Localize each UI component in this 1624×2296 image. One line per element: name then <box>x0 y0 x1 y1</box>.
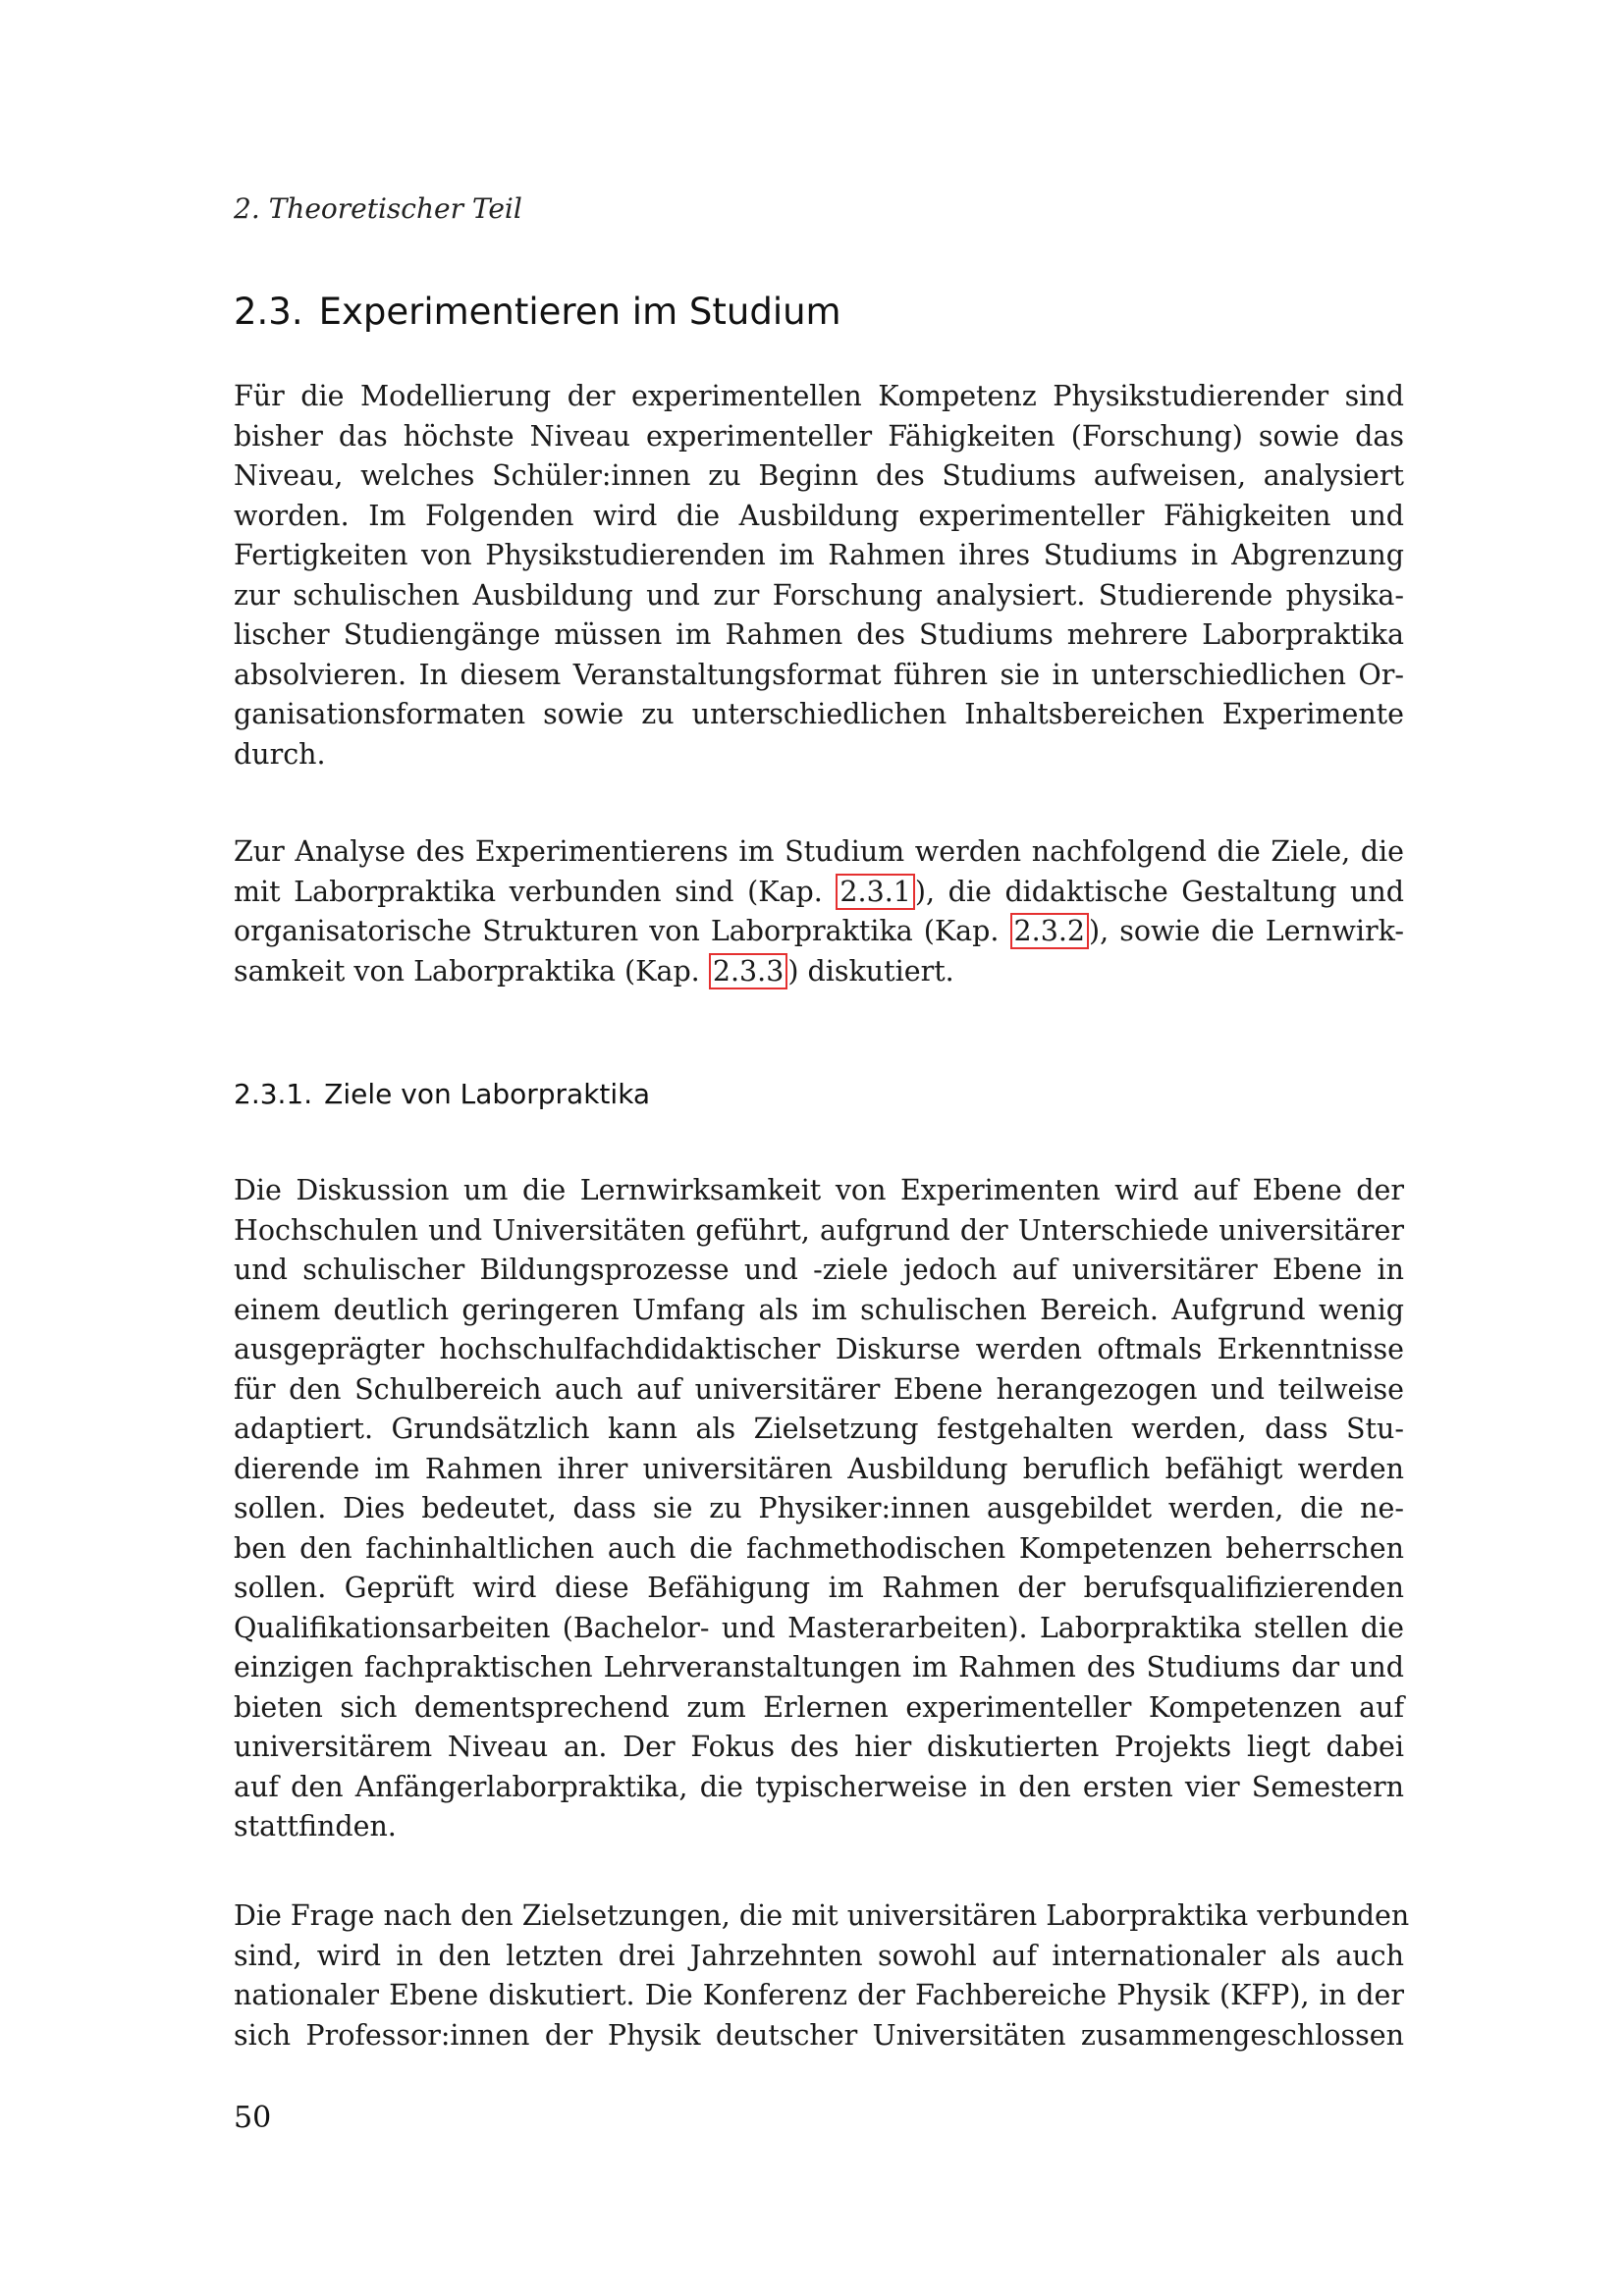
ref-link-2-3-2[interactable]: 2.3.2 <box>1010 913 1090 949</box>
text-line: ausgeprägter hochschulfachdidaktischer Diskurse werden oftmals Erkenntnisse <box>234 1333 1404 1365</box>
text-segment: organisatorische Strukturen von Laborpraktika (Kap. <box>234 915 1010 947</box>
paragraph-goals-question <box>234 1896 1410 2056</box>
text-line: absolvieren. In diesem Veranstaltungsformat führen sie in unterschiedlichen Or- <box>234 658 1404 691</box>
text-line: bieten sich dementsprechend zum Erlernen experimenteller Kompetenzen auf <box>234 1690 1404 1724</box>
page-number: 50 <box>234 2101 272 2135</box>
text-line: Für die Modellierung der experimentellen Kompetenz Physikstudierender sind <box>234 380 1404 412</box>
text-line: bisher das höchste Niveau experimenteller Fähigkeiten (Forschung) sowie das <box>234 419 1404 453</box>
text-line: und schulischer Bildungsprozesse und -ziele jedoch auf universitärer Ebene in <box>234 1254 1404 1286</box>
text-segment: ) diskutiert. <box>787 954 954 988</box>
text-line: Niveau, welches Schüler:innen zu Beginn des Studiums aufweisen, analysiert <box>234 459 1404 492</box>
text-line <box>234 952 1404 992</box>
text-line: einzigen fachpraktischen Lehrveranstaltungen im Rahmen des Studiums dar und <box>234 1651 1404 1683</box>
subsection-title-text: Ziele von Laborpraktika <box>324 1078 651 1110</box>
section-number: 2.3. <box>234 291 303 333</box>
text-line: Die Diskussion um die Lernwirksamkeit von Experimenten wird auf Ebene der <box>234 1174 1404 1206</box>
text-line: durch. <box>234 737 326 771</box>
text-line: universitärem Niveau an. Der Fokus des hier diskutierten Projekts liegt dabei <box>234 1731 1404 1763</box>
paragraph-discussion <box>234 1171 1404 1847</box>
text-line: Hochschulen und Universitäten geführt, aufgrund der Unterschiede universitärer <box>234 1213 1404 1247</box>
subsection-title <box>234 1078 650 1110</box>
text-line: für den Schulbereich auch auf universitärer Ebene herangezogen und teilweise <box>234 1372 1404 1406</box>
text-line: sollen. Geprüft wird diese Befähigung im Rahmen der berufsqualifizierenden <box>234 1572 1404 1604</box>
ref-link-2-3-1[interactable]: 2.3.1 <box>836 874 915 910</box>
text-line: Qualifikationsarbeiten (Bachelor- und Masterarbeiten). Laborpraktika stellen die <box>234 1611 1404 1644</box>
text-line: dierende im Rahmen ihrer universitären Ausbildung beruflich befähigt werden <box>234 1452 1404 1485</box>
text-line: worden. Im Folgenden wird die Ausbildung experimenteller Fähigkeiten und <box>234 499 1404 532</box>
text-segment: ), die didaktische Gestaltung und <box>914 875 1404 908</box>
running-header: 2. Theoretischer Teil <box>234 192 522 225</box>
text-line: zur schulischen Ausbildung und zur Forschung analysiert. Studierende physika- <box>234 578 1404 612</box>
text-line: stattfinden. <box>234 1810 397 1842</box>
text-segment: ), sowie die Lernwirk- <box>1089 915 1404 947</box>
text-line: Fertigkeiten von Physikstudierenden im Rahmen ihres Studiums in Abgrenzung <box>234 539 1404 571</box>
text-line: sich Professor:innen der Physik deutscher Universitäten zusammengeschlossen <box>234 2018 1404 2052</box>
text-segment: samkeit von Laborpraktika (Kap. <box>234 954 709 988</box>
text-line: sind, wird in den letzten drei Jahrzehnten sowohl auf internationaler als auch <box>234 1939 1404 1972</box>
text-line: nationaler Ebene diskutiert. Die Konferenz der Fachbereiche Physik (KFP), in der <box>234 1979 1404 2011</box>
text-segment: mit Laborpraktika verbunden sind (Kap. <box>234 875 837 908</box>
section-title <box>234 291 841 333</box>
section-title-text: Experimentieren im Studium <box>318 291 841 333</box>
text-line: Die Frage nach den Zielsetzungen, die mit universitären Laborpraktika verbunden <box>234 1899 1410 1932</box>
subsection-number: 2.3.1. <box>234 1078 313 1110</box>
text-line: ganisationsformaten sowie zu unterschiedlichen Inhaltsbereichen Experimente <box>234 698 1404 730</box>
text-line: auf den Anfängerlaborpraktika, die typischerweise in den ersten vier Semestern <box>234 1770 1404 1803</box>
text-line: sollen. Dies bedeutet, dass sie zu Physiker:innen ausgebildet werden, die ne- <box>234 1492 1404 1524</box>
ref-link-2-3-3[interactable]: 2.3.3 <box>709 953 788 989</box>
text-line: einem deutlich geringeren Umfang als im schulischen Bereich. Aufgrund wenig <box>234 1293 1404 1326</box>
text-line <box>234 873 1404 913</box>
text-line: adaptiert. Grundsätzlich kann als Zielsetzung festgehalten werden, dass Stu- <box>234 1413 1404 1445</box>
text-line: ben den fachinhaltlichen auch die fachmethodischen Kompetenzen beherrschen <box>234 1531 1404 1565</box>
text-line: lischer Studiengänge müssen im Rahmen des Studiums mehrere Laborpraktika <box>234 618 1404 651</box>
text-line: Zur Analyse des Experimentierens im Studium werden nachfolgend die Ziele, die <box>234 835 1404 868</box>
paragraph-overview <box>234 832 1404 991</box>
paragraph-intro <box>234 377 1404 774</box>
text-line <box>234 912 1404 952</box>
